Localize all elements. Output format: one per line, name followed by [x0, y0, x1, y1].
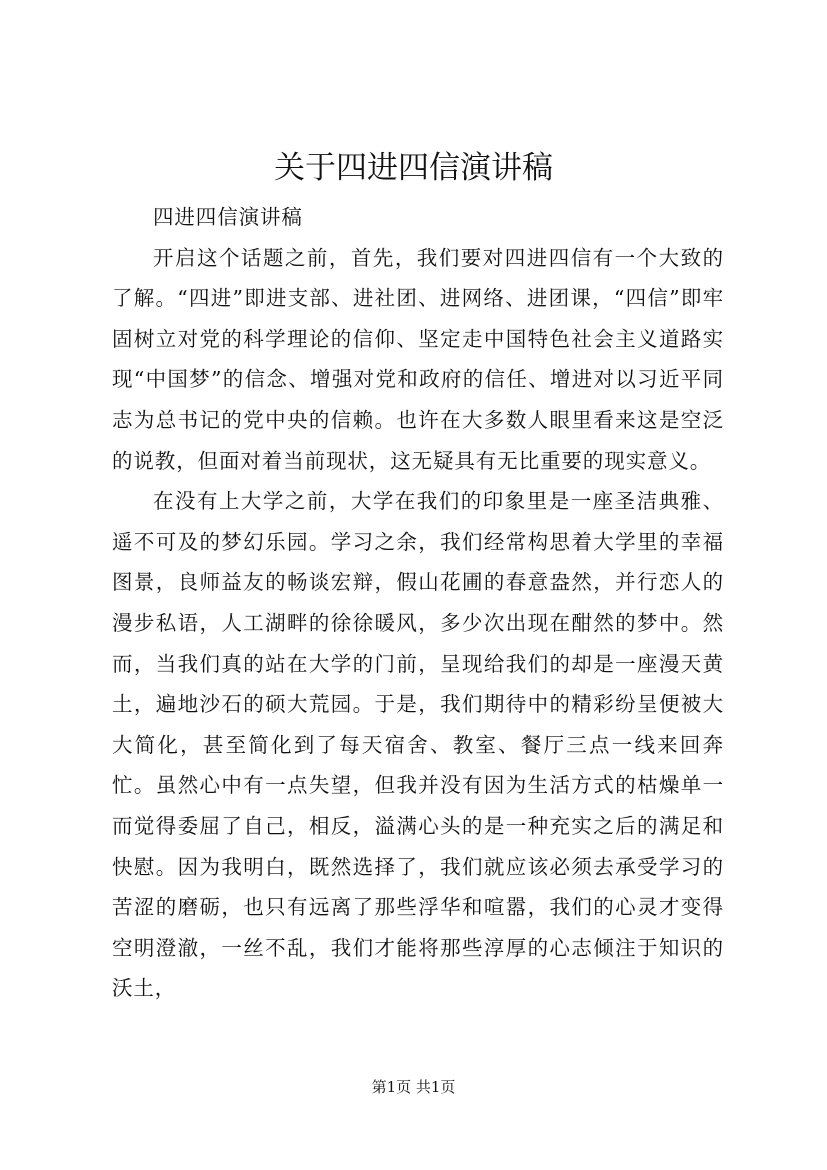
page-footer: 第1页 共1页 — [371, 1078, 456, 1096]
document-title: 关于四进四信演讲稿 — [274, 150, 553, 186]
paragraph-1: 开启这个话题之前，首先，我们要对四进四信有一个大致的了解。“四进”即进支部、进社团、进网络、进团课，“四信”即牢固树立对党的科学理论的信仰、坚定走中国特色社会主义道路实现“中国梦”的信念、增强对党和政府的信任、增进对以习近平同志为总书记的党中央的信赖。也许在大多数人眼里看来这是空泛的说教，但面对着当前现状，这无疑具有无比重要的现实意义。 — [112, 245, 724, 473]
document-subtitle: 四进四信演讲稿 — [153, 205, 303, 229]
document-body — [112, 197, 724, 1009]
paragraph-2: 在没有上大学之前，大学在我们的印象里是一座圣洁典雅、遥不可及的梦幻乐园。学习之余，我们经常构思着大学里的幸福图景，良师益友的畅谈宏辩，假山花圃的春意盎然，并行恋人的漫步私语，人工湖畔的徐徐暖风，多少次出现在酣然的梦中。然而，当我们真的站在大学的门前，呈现给我们的却是一座漫天黄土，遍地沙石的硕大荒园。于是，我们期待中的精彩纷呈便被大大简化，甚至简化到了每天宿舍、教室、餐厅三点一线来回奔忙。虽然心中有一点失望，但我并没有因为生活方式的枯燥单一而觉得委屈了自己，相反，溢满心头的是一种充实之后的满足和快慰。因为我明白，既然选择了，我们就应该必须去承受学习的苦涩的磨砺，也只有远离了那些浮华和喧嚣，我们的心灵才变得空明澄澈，一丝不乱，我们才能将那些淳厚的心志倾注于知识的沃土， — [112, 489, 724, 1001]
